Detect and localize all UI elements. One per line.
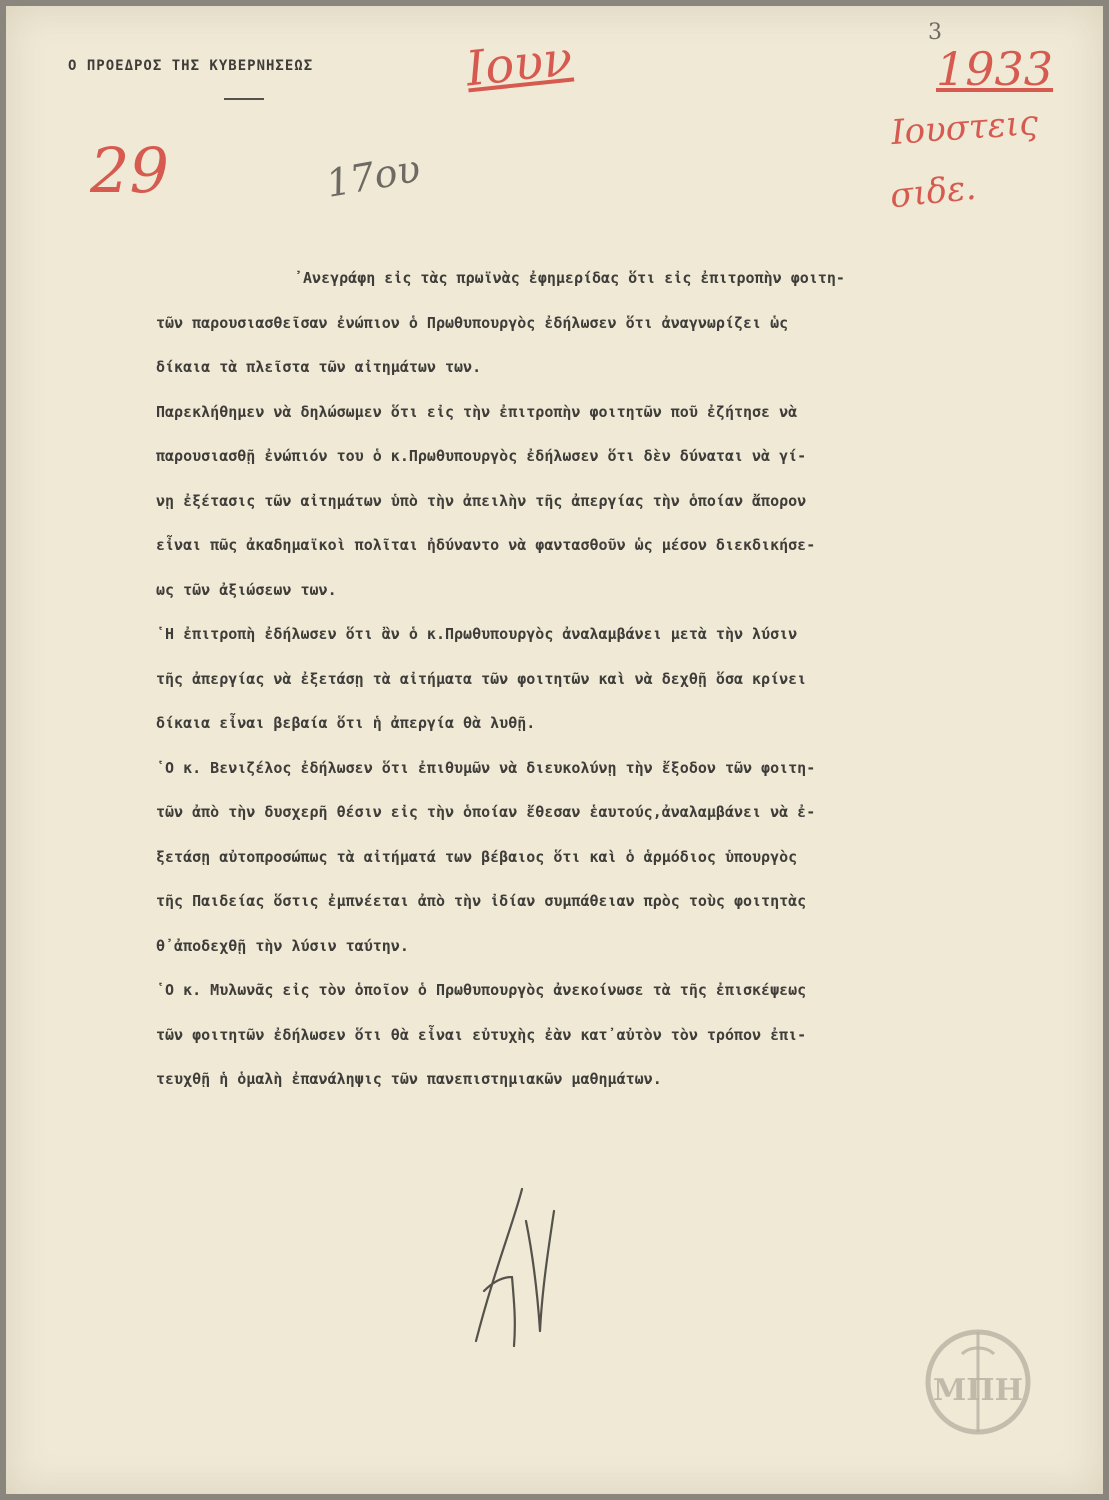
body-line: τῶν παρουσιασθεῖσαν ἐνώπιον ὁ Πρωθυπουργὸς ἐδήλωσεν ὅτι ἀναγνωρίζει ὡς [156, 313, 789, 332]
side-note-line1: Ιουστεις [889, 102, 1040, 154]
signature-mark [464, 1181, 564, 1351]
month-annotation: Ιουν [463, 30, 575, 98]
page-number: 3 [928, 20, 942, 45]
body-line: τῆς ἀπεργίας νὰ ἐξετάσῃ τὰ αἰτήματα τῶν φοιτητῶν καὶ νὰ δεχθῇ ὅσα κρίνει [156, 669, 807, 688]
body-line: ῾Ο κ. Βενιζέλος ἐδήλωσεν ὅτι ἐπιθυμῶν νὰ διευκολύνῃ τὴν ἔξοδον τῶν φοιτη- [156, 758, 816, 777]
archive-stamp [920, 1324, 1036, 1440]
body-line: ᾿Ανεγράφη εἰς τὰς πρωϊνὰς ἐφημερίδας ὅτι εἰς ἐπιτροπὴν φοιτη- [294, 269, 845, 287]
date-note: 17ου [322, 146, 424, 206]
body-line: δίκαια εἶναι βεβαία ὅτι ἡ ἀπεργία θὰ λυθῇ. [156, 714, 536, 732]
office-header: Ο ΠΡΟΕΔΡΟΣ ΤΗΣ ΚΥΒΕΡΝΗΣΕΩΣ [68, 58, 314, 74]
body-line: τευχθῇ ἡ ὁμαλὴ ἐπανάληψις τῶν πανεπιστημιακῶν μαθημάτων. [156, 1070, 662, 1088]
body-line: θ᾿ἀποδεχθῇ τὴν λύσιν ταύτην. [156, 936, 409, 955]
body-line: δίκαια τὰ πλεῖστα τῶν αἰτημάτων των. [156, 358, 482, 376]
folio-number: 29 [90, 134, 169, 207]
body-line: παρουσιασθῇ ἐνώπιόν του ὁ κ.Πρωθυπουργὸς ἐδήλωσεν ὅτι δὲν δύναται νὰ γί- [156, 447, 807, 465]
side-note-line2: σιδε. [888, 167, 978, 217]
body-line: ξετάσῃ αὐτοπροσώπως τὰ αἰτήματά των βέβαιος ὅτι καὶ ὁ ἁρμόδιος ὑπουργὸς [156, 847, 798, 866]
body-line: τῆς Παιδείας ὅστις ἐμπνέεται ἀπὸ τὴν ἰδίαν συμπάθειαν πρὸς τοὺς φοιτητὰς [156, 892, 807, 910]
header-underline [224, 98, 264, 100]
document-page [6, 6, 1103, 1494]
body-line: ῾Η ἐπιτροπὴ ἐδήλωσεν ὅτι ἂν ὁ κ.Πρωθυπουργὸς ἀναλαμβάνει μετὰ τὴν λύσιν [156, 625, 798, 643]
body-line: νῃ ἐξέτασις τῶν αἰτημάτων ὑπὸ τὴν ἀπειλὴν τῆς ἀπεργίας τὴν ὁποίαν ἄπορον [156, 491, 807, 510]
year-annotation: 1933 [936, 42, 1054, 96]
body-line: ῾Ο κ. Μυλωνᾶς εἰς τὸν ὁποῖον ὁ Πρωθυπουργὸς ἀνεκοίνωσε τὰ τῆς ἐπισκέψεως [156, 981, 807, 999]
letter-body [156, 256, 1101, 1102]
body-line: τῶν ἀπὸ τὴν δυσχερῆ θέσιν εἰς τὴν ὁποίαν ἔθεσαν ἑαυτούς,ἀναλαμβάνει νὰ ἐ- [156, 803, 816, 821]
body-line: ως τῶν ἀξιώσεων των. [156, 580, 337, 599]
body-line: εἶναι πῶς ἀκαδημαϊκοὶ πολῖται ἠδύναντο νὰ φαντασθοῦν ὡς μέσον διεκδικήσε- [156, 536, 816, 554]
body-line: τῶν φοιτητῶν ἐδήλωσεν ὅτι θὰ εἶναι εὐτυχὴς ἐὰν κατ᾿αὐτὸν τὸν τρόπον ἐπι- [156, 1025, 807, 1044]
body-line: Παρεκλήθημεν νὰ δηλώσωμεν ὅτι εἰς τὴν ἐπιτροπὴν φοιτητῶν ποῦ ἐζήτησε νὰ [156, 402, 798, 421]
stamp-text: ΜΠΗ [933, 1373, 1023, 1408]
